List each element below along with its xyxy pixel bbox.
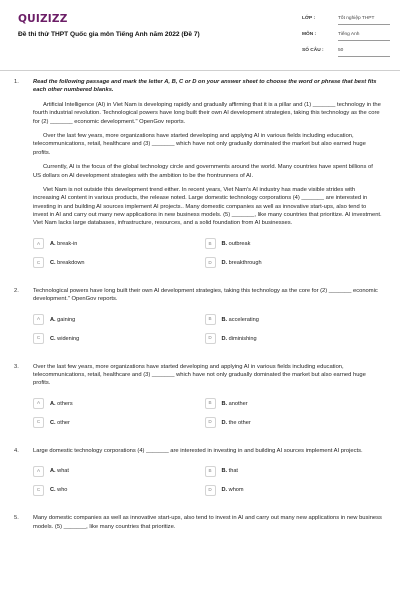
option-letter-box: B [205,466,216,477]
option-text: outbreak [228,240,251,247]
spacer [0,439,400,447]
option-text-wrap [50,240,77,248]
header-divider [0,70,400,71]
option-letter-box: D [205,417,216,428]
spacer [0,355,400,363]
option-label: A. [50,240,56,247]
option-label: D. [221,335,228,342]
question-3 [0,363,400,429]
option-text-wrap [50,400,73,408]
option-text-wrap [222,259,262,267]
option-label: B. [221,316,228,323]
option-text-wrap [50,335,79,343]
option-text: gaining [57,316,76,323]
option-label: A. [50,468,56,475]
meta-value: Tốt nghiệp THPT [338,16,390,25]
question-instruction: Read the following passage and mark the letter A, B, C or D on your answer sheet to choose the word or phrase that best fits each other numbered blanks. [33,79,377,94]
option-text: accelerating [228,316,259,323]
answer-options [33,314,382,345]
spacer [0,279,400,287]
option-letter-box: B [205,398,216,409]
quizizz-logo: QUIZIZZ [18,13,68,25]
option-d[interactable] [205,333,353,345]
option-letter-box: A [33,238,44,249]
question-number: 4. [14,447,19,454]
option-letter-box: C [33,257,44,268]
option-text: that [228,468,238,475]
meta-value: 50 [338,48,390,57]
option-b[interactable] [205,238,353,250]
option-label: D. [221,487,228,494]
option-text-wrap [50,316,75,324]
option-letter-box: D [205,485,216,496]
question-prompt: Over the last few years, more organizations have started developing and applying AI in various fields including education, telecommunications, retail, healthcare and (3) _______ which have not only gradually dominated the market but also earned huge profits. [33,363,366,387]
option-letter-box: A [33,466,44,477]
option-text: widening [57,335,80,342]
option-text: another [228,400,248,407]
option-text-wrap [50,419,70,427]
option-letter-box: D [205,257,216,268]
option-text-wrap [222,335,257,343]
option-a[interactable] [33,465,181,477]
option-c[interactable] [33,257,181,269]
option-letter-box: B [205,314,216,325]
option-c[interactable] [33,417,181,429]
option-label: C. [50,335,56,342]
question-number: 1. [14,79,19,85]
option-text: whom [228,487,244,494]
answer-options [33,238,382,269]
option-b[interactable] [205,465,353,477]
option-text-wrap [222,419,251,427]
meta-row-count [302,46,390,62]
option-label: C. [50,259,56,266]
option-text-wrap [222,486,244,494]
option-text-wrap [222,400,248,408]
question-1 [0,78,400,269]
meta-row-class [302,14,390,30]
option-label: D. [221,259,228,266]
spacer [0,506,400,514]
passage-paragraph: Artificial Intelligence (AI) in Viet Nam is developing rapidly and gradually affirming that it is a pillar and (1) _______ technology in the fourth industrial revolution. Technological powers have long built their own AI development strategies, taking this technology as the core for (2) _______ economic development." OpenGov reports. [33,101,381,125]
option-label: C. [50,487,56,494]
option-a[interactable] [33,314,181,326]
option-text: diminishing [228,335,257,342]
option-label: B. [221,400,228,407]
option-text-wrap [50,486,67,494]
option-d[interactable] [205,417,353,429]
option-b[interactable] [205,398,353,410]
question-2 [0,287,400,345]
meta-row-subject [302,30,390,46]
option-letter-box: D [205,333,216,344]
question-prompt: Technological powers have long built their own AI development strategies, taking this technology as the core for (2) _______ economic development." OpenGov reports. [33,287,378,303]
worksheet-meta [302,14,390,62]
option-b[interactable] [205,314,353,326]
option-label: D. [221,419,228,426]
option-text-wrap [50,467,69,475]
option-letter-box: A [33,398,44,409]
passage-paragraph: Viet Nam is not outside this development trend either. In recent years, Viet Nam's AI industry has made visible strides with increasing AI content in various products, the release noted. Large domestic technology corporations (4) _______ are interested in investing in and building AI sources implement AI projects.. Many domestic companies as well as innovative start-ups, also tend to invest in AI and carry out many new applications in new business models. (5) _______, like many countries that prioritize. AI investment. Viet Nam lacks large databases, infrastructure, resources, and a solid foundation from AI businesses. [33,186,382,227]
worksheet-header [0,0,400,70]
option-label: A. [50,400,56,407]
question-number: 5. [14,515,19,522]
passage-paragraph: Over the last few years, more organizations have started developing and applying AI in various fields including education, telecommunications, retail, healthcare and (3) _______ which have not only gradually dominated the market but also earned huge profits. [33,132,366,156]
option-text: others [57,400,73,407]
option-letter-box: C [33,333,44,344]
option-text: other [57,419,70,426]
passage-paragraph: Currently, AI is the focus of the global technology circle and governments around the world. Many countries have spent billions of US dollars on AI development strategies with the ambition to be the frontrunners of AI. [33,164,373,179]
question-number: 2. [14,287,19,294]
meta-label: SỐ CÂU : [302,48,324,53]
meta-label: LỚP : [302,16,316,21]
option-text: who [57,487,68,494]
option-label: C. [50,419,56,426]
option-label: B. [221,240,228,247]
option-a[interactable] [33,398,181,410]
option-c[interactable] [33,484,181,496]
question-prompt: Large domestic technology corporations (4) _______ are interested in investing in and building AI sources implement AI projects. [33,447,363,454]
option-letter-box: C [33,485,44,496]
meta-label: MÔN : [302,32,317,37]
answer-options [33,398,382,429]
question-prompt: Many domestic companies as well as innovative start-ups, also tend to invest in AI and carry out many new applications in new business models. (5) _______, like many countries that prioritize. [33,515,382,530]
option-text-wrap [222,240,251,248]
option-text: breakdown [57,259,85,266]
question-4 [0,447,400,496]
meta-value: Tiếng Anh [338,32,390,41]
option-d[interactable] [205,257,353,269]
question-list [0,78,400,531]
option-letter-box: A [33,314,44,325]
option-letter-box: C [33,417,44,428]
answer-options [33,465,382,496]
option-c[interactable] [33,333,181,345]
option-d[interactable] [205,484,353,496]
option-text: the other [228,419,251,426]
option-letter-box: B [205,238,216,249]
option-text: break-in [57,240,78,247]
option-text: what [57,468,69,475]
page-title: Đề thi thử THPT Quốc gia môn Tiếng Anh năm 2022 (Đề 7) [18,31,200,38]
option-text-wrap [222,316,259,324]
option-text-wrap [50,259,85,267]
option-text: breakthrough [228,259,262,266]
question-number: 3. [14,363,19,370]
option-label: B. [221,468,228,475]
question-5 [0,514,400,531]
option-text-wrap [222,467,239,475]
option-label: A. [50,316,56,323]
option-a[interactable] [33,238,181,250]
